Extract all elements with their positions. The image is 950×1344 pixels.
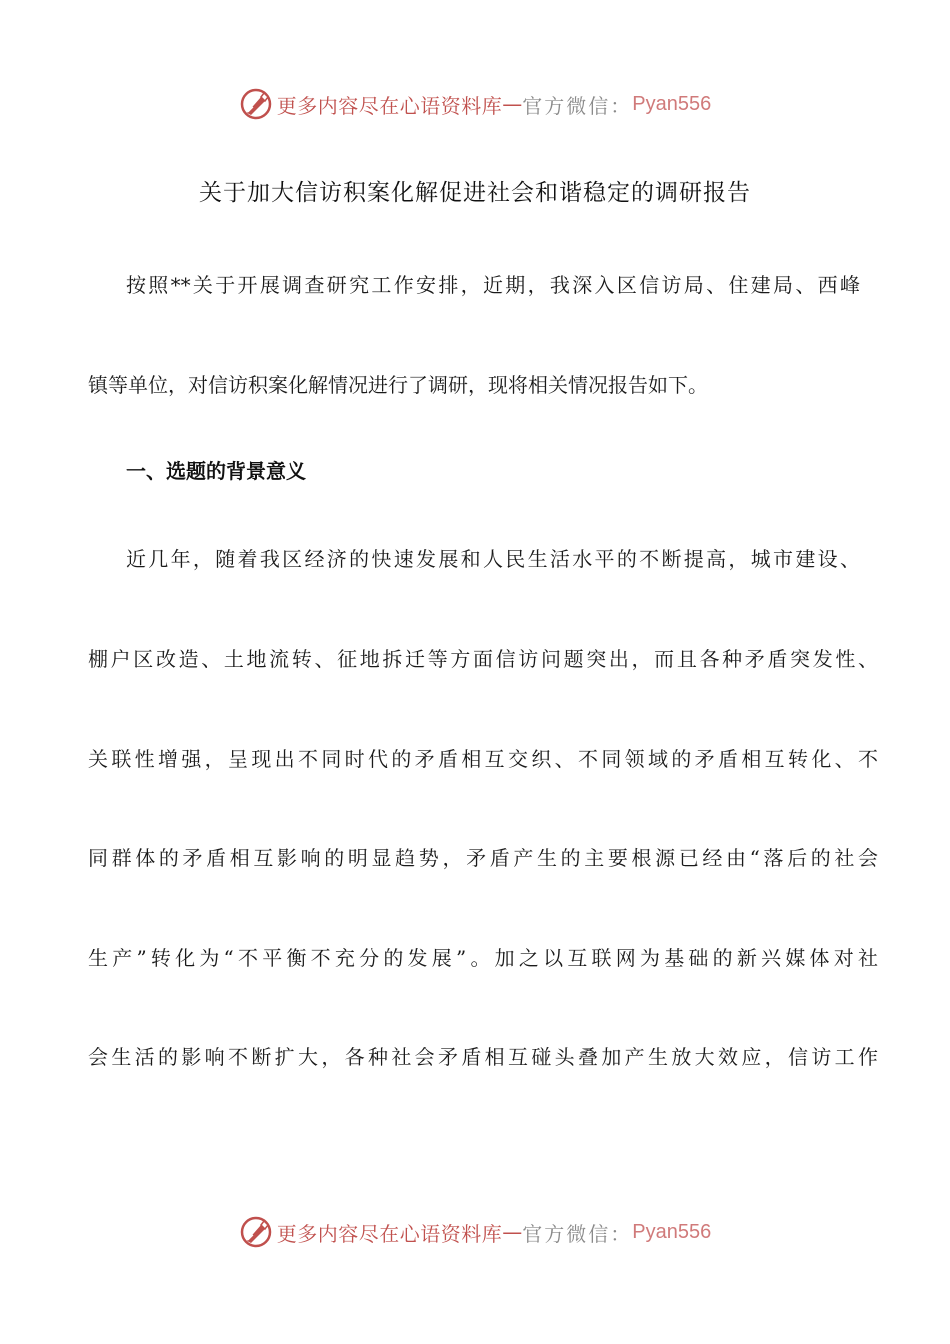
section-line-3: 关联性增强，呈现出不同时代的矛盾相互交织、不同领域的矛盾相互转化、不: [88, 747, 878, 771]
section-line-2: 棚户区改造、土地流转、征地拆迁等方面信访问题突出，而且各种矛盾突发性、: [88, 647, 878, 671]
banner-dash: —: [502, 1220, 523, 1244]
banner-wechat-label: 官方微信：: [522, 1221, 633, 1246]
pen-nib-logo-icon: [239, 87, 273, 121]
intro-line-1: 按照**关于开展调查研究工作安排，近期，我深入区信访局、住建局、西峰: [126, 273, 860, 297]
banner-site-text: 更多内容尽在心语资料库: [276, 1221, 503, 1246]
header-banner: [0, 82, 950, 126]
banner-site-text: 更多内容尽在心语资料库: [276, 93, 503, 118]
banner-wechat-id: Pyan556: [632, 1220, 712, 1243]
section-line-5: 生产”转化为“不平衡不充分的发展”。加之以互联网为基础的新兴媒体对社: [88, 946, 878, 970]
section-line-4: 同群体的矛盾相互影响的明显趋势，矛盾产生的主要根源已经由“落后的社会: [88, 846, 878, 870]
section-heading: 一、选题的背景意义: [126, 459, 306, 483]
footer-banner: [0, 1210, 950, 1254]
section-line-1: 近几年，随着我区经济的快速发展和人民生活水平的不断提高，城市建设、: [126, 547, 860, 571]
pen-nib-logo-icon: [239, 1215, 273, 1249]
document-title: 关于加大信访积案化解促进社会和谐稳定的调研报告: [199, 180, 751, 206]
section-line-6: 会生活的影响不断扩大，各种社会矛盾相互碰头叠加产生放大效应，信访工作: [88, 1045, 878, 1069]
banner-wechat-label: 官方微信：: [522, 93, 633, 118]
intro-line-2: 镇等单位，对信访积案化解情况进行了调研，现将相关情况报告如下。: [88, 373, 708, 397]
banner-dash: —: [502, 92, 523, 116]
banner-wechat-id: Pyan556: [632, 92, 712, 115]
